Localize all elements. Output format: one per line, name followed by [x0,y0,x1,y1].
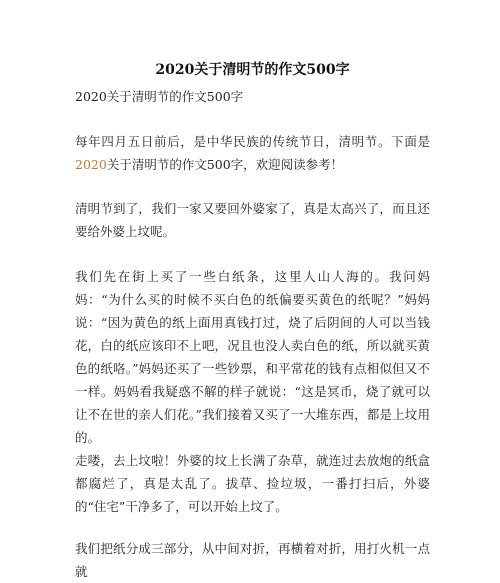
body-paragraph: 走喽，去上坟啦！外婆的坟上长满了杂草，就连过去放炮的纸盒都腐烂了，真是太乱了。拔草、捡垃圾，一番打扫后，外婆的“住宅”干净多了，可以开始上坟了。 [75,453,430,514]
intro-text-before: 每年四月五日前后，是中华民族的传统节日，清明节。下面是 [75,134,430,149]
intro-paragraph [75,130,430,176]
article-subtitle: 2020关于清明节的作文500字 [75,89,244,104]
body-paragraph: 我们把纸分成三部分，从中间对折，再横着对折，用打火机一点就 [75,541,430,579]
body-paragraph: 清明节到了，我们一家又要回外婆家了，真是太高兴了，而且还要给外婆上坟呢。 [75,201,430,239]
intro-text-after: 关于清明节的作文500字，欢迎阅读参考！ [106,157,344,172]
body-paragraph: 我们先在街上买了一些白纸条，这里人山人海的。我问妈妈：“为什么买的时候不买白色的纸偏要买黄色的纸呢？”妈妈说：“因为黄色的纸上面用真钱打过，烧了后阴间的人可以当钱花，白的纸应该印不上吧，况且也没人卖白色的纸，所以就买黄色的纸咯。”妈妈还买了一些钞票，和平常花的钱有点相似但又不一样。妈妈看我疑惑不解的样子就说：“这是冥币，烧了就可以让不在世的亲人们花。”我们接着又买了一大堆东西，都是上坟用的。 [75,269,430,445]
article-title: 2020关于清明节的作文500字 [155,62,350,78]
intro-year-highlight: 2020 [75,157,107,172]
